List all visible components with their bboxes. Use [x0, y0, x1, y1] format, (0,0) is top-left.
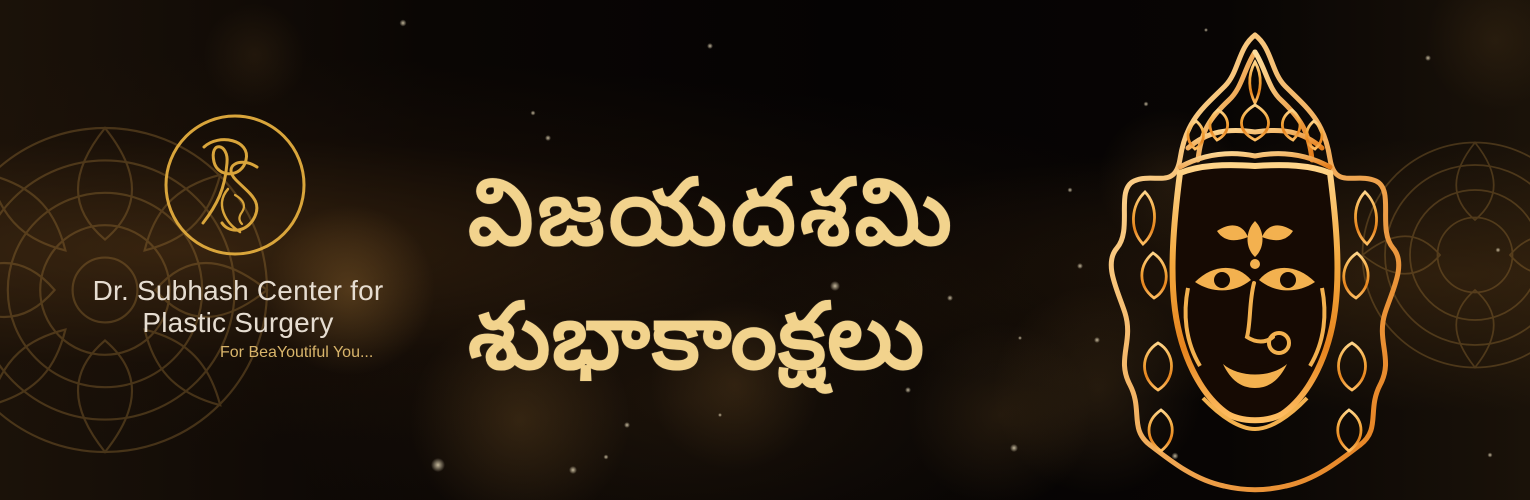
brand-tagline: For BeaYoutiful You... — [220, 344, 374, 361]
durga-face-icon — [1100, 28, 1410, 495]
brand-name-line-2: Plastic Surgery — [142, 307, 334, 338]
ps-monogram-icon — [162, 112, 308, 258]
brand-logo-block — [78, 112, 408, 372]
vijayadashami-heading: విజయదశమి — [468, 159, 956, 266]
brand-name-line-1: Dr. Subhash Center for — [92, 275, 384, 306]
wishes-heading: శుభాకాంక్షలు — [468, 283, 926, 390]
